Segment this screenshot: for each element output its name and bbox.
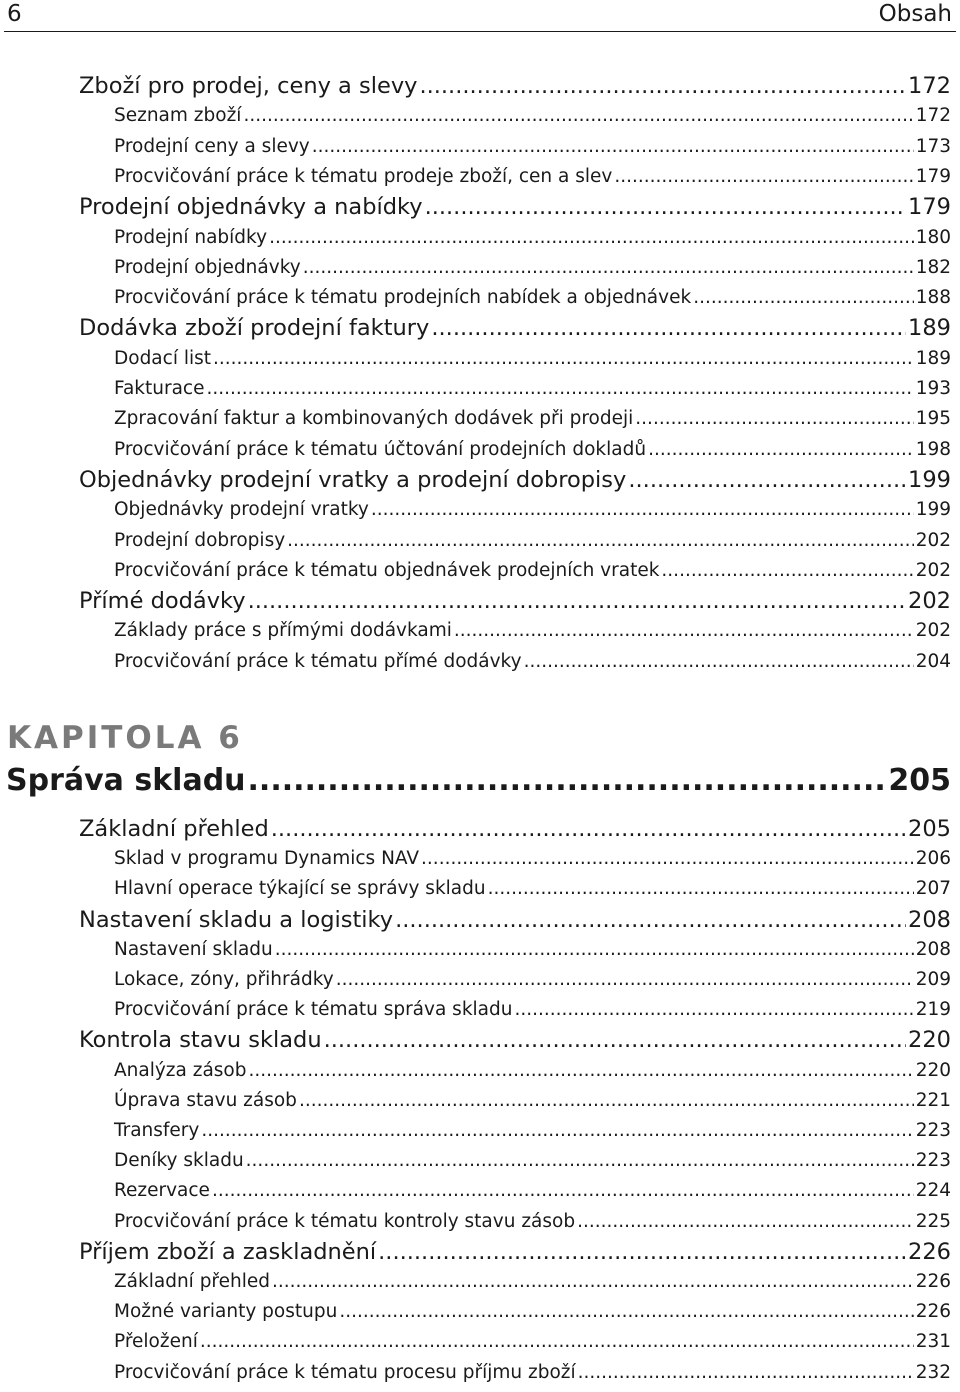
toc-entry-page: 179: [915, 165, 951, 187]
header-title: Obsah: [878, 1, 952, 27]
toc-subsection-entry[interactable]: [114, 1056, 951, 1086]
toc-subsection-entry[interactable]: [114, 1297, 951, 1327]
toc-entry-label: Objednávky prodejní vratky a prodejní dobropisy: [79, 466, 627, 493]
toc-section-entry[interactable]: [79, 586, 951, 616]
chapter-title-entry[interactable]: [6, 761, 951, 801]
toc-entry-page: 226: [915, 1301, 951, 1323]
toc-entry-label: Deníky skladu: [114, 1150, 244, 1172]
toc-subsection-entry[interactable]: [114, 616, 951, 646]
page-number: 6: [7, 1, 22, 27]
toc-entry-page: 193: [915, 378, 951, 399]
toc-entry-page: 195: [915, 408, 951, 430]
toc-subsection-entry[interactable]: [114, 495, 951, 525]
toc-entry-page: 182: [915, 256, 951, 278]
toc-section-entry[interactable]: [79, 465, 951, 495]
toc-entry-label: Procvičování práce k tématu účtování prodejních dokladů: [114, 438, 647, 460]
toc-entry-page: 173: [915, 135, 951, 157]
toc-subsection-entry[interactable]: [114, 844, 951, 874]
toc-entry-label: Sklad v programu Dynamics NAV: [114, 848, 420, 870]
toc-section-entry[interactable]: [79, 71, 951, 101]
leader-dots: [661, 556, 913, 586]
leader-dots: [395, 905, 906, 935]
toc-entry-label: Kontrola stavu skladu: [79, 1027, 322, 1054]
toc-entry-label: Prodejní nabídky: [114, 226, 268, 248]
toc-subsection-entry[interactable]: [114, 101, 951, 131]
toc-entry-page: 188: [915, 287, 951, 309]
toc-entry-label: Seznam zboží: [114, 105, 242, 127]
toc-subsection-entry[interactable]: [114, 965, 951, 995]
leader-dots: [419, 71, 906, 101]
leader-dots: [248, 1056, 913, 1086]
toc-entry-label: Přímé dodávky: [79, 588, 246, 615]
leader-dots: [324, 1025, 906, 1055]
leader-dots: [248, 586, 906, 616]
toc-entry-label: Nastavení skladu a logistiky: [79, 906, 394, 933]
leader-dots: [269, 223, 914, 253]
toc-entry-page: 224: [915, 1180, 951, 1202]
toc-entry-page: 202: [908, 588, 951, 615]
leader-dots: [524, 647, 914, 677]
toc-entry-page: 208: [908, 906, 951, 933]
toc-entry-page: 199: [908, 466, 951, 493]
toc-section-entry[interactable]: [79, 192, 951, 222]
toc-subsection-entry[interactable]: [114, 1176, 951, 1206]
leader-dots: [454, 616, 914, 646]
toc-entry-label: Základy práce s přímými dodávkami: [114, 620, 452, 642]
toc-entry-page: 202: [915, 620, 951, 642]
toc-entry-label: Rezervace: [114, 1180, 210, 1202]
leader-dots: [303, 253, 914, 283]
toc-entry-page: 204: [915, 650, 951, 672]
toc-entry-page: 202: [915, 559, 951, 581]
toc-section-entry[interactable]: [79, 1237, 951, 1267]
toc-entry-page: 205: [908, 816, 951, 842]
toc-subsection-entry[interactable]: [114, 1327, 951, 1357]
toc-entry-label: Základní přehled: [79, 816, 269, 842]
leader-dots: [339, 1297, 913, 1327]
toc-entry-label: Úprava stavu zásob: [114, 1089, 297, 1111]
leader-dots: [488, 874, 914, 904]
toc-subsection-entry[interactable]: [114, 162, 951, 192]
leader-dots: [200, 1327, 914, 1357]
toc-subsection-entry[interactable]: [114, 995, 951, 1025]
toc-entry-page: 199: [915, 499, 951, 521]
leader-dots: [312, 132, 914, 162]
toc-entry-page: 180: [915, 226, 951, 248]
toc-entry-label: Přeložení: [114, 1331, 198, 1353]
toc-subsection-entry[interactable]: [114, 526, 951, 556]
leader-dots: [336, 965, 914, 995]
toc-entry-label: Transfery: [114, 1120, 200, 1141]
leader-dots: [371, 495, 914, 525]
toc-entry-page: 220: [908, 1027, 951, 1054]
leader-dots: [201, 1116, 913, 1146]
toc-entry-page: 231: [915, 1331, 951, 1353]
toc-entry-label: Procvičování práce k tématu přímé dodávky: [114, 650, 522, 672]
toc-entry-page: 232: [915, 1361, 951, 1383]
toc-entry-label: Lokace, zóny, přihrádky: [114, 969, 334, 990]
leader-dots: [287, 526, 914, 556]
chapter-label: KAPITOLA 6: [7, 720, 243, 756]
toc-entry-label: Objednávky prodejní vratky: [114, 499, 369, 521]
leader-dots: [514, 995, 913, 1025]
toc-entry-label: Prodejní objednávky a nabídky: [79, 194, 423, 221]
toc-section-entry[interactable]: [79, 1025, 951, 1055]
toc-entry-label: Dodací list: [114, 347, 212, 369]
toc-entry-label: Zboží pro prodej, ceny a slevy: [79, 73, 418, 99]
leader-dots: [275, 935, 914, 965]
leader-dots: [635, 404, 913, 434]
page-header: [0, 0, 960, 34]
toc-entry-page: 223: [915, 1120, 951, 1141]
toc-subsection-entry[interactable]: [114, 935, 951, 965]
toc-subsection-entry[interactable]: [114, 374, 951, 404]
toc-entry-label: Procvičování práce k tématu prodeje zboží, cen a slev: [114, 165, 613, 187]
toc-section-entry[interactable]: [79, 313, 951, 343]
leader-dots: [271, 814, 906, 844]
leader-dots: [425, 192, 906, 222]
toc-entry-label: Analýza zásob: [114, 1059, 247, 1081]
toc-entry-label: Možné varianty postupu: [114, 1301, 338, 1323]
leader-dots: [614, 162, 913, 192]
toc-subsection-entry[interactable]: [114, 1086, 951, 1116]
toc-subsection-entry[interactable]: [114, 647, 951, 677]
toc-entry-label: Prodejní objednávky: [114, 256, 301, 278]
toc-entry-page: 179: [908, 194, 951, 221]
toc-subsection-entry[interactable]: [114, 253, 951, 283]
toc-subsection-entry[interactable]: [114, 1207, 951, 1237]
toc-subsection-entry[interactable]: [114, 1116, 951, 1146]
leader-dots: [243, 101, 913, 131]
toc-subsection-entry[interactable]: [114, 223, 951, 253]
toc-entry-label: Zpracování faktur a kombinovaných dodávek při prodeji: [114, 408, 634, 430]
toc-entry-page: 172: [915, 105, 951, 127]
toc-subsection-entry[interactable]: [114, 435, 951, 465]
toc-entry-page: 189: [908, 315, 951, 342]
toc-entry-label: Procvičování práce k tématu prodejních nabídek a objednávek: [114, 287, 692, 309]
toc-subsection-entry[interactable]: [114, 344, 951, 374]
toc-entry-page: 220: [915, 1059, 951, 1081]
toc-subsection-entry[interactable]: [114, 874, 951, 904]
toc-section-entry[interactable]: [79, 814, 951, 844]
leader-dots: [431, 313, 906, 343]
toc-section-entry[interactable]: [79, 905, 951, 935]
toc-entry-label: Prodejní dobropisy: [114, 529, 286, 551]
leader-dots: [272, 1267, 914, 1297]
toc-entry-label: Prodejní ceny a slevy: [114, 135, 310, 157]
toc-subsection-entry[interactable]: [114, 404, 951, 434]
leader-dots: [248, 761, 887, 801]
leader-dots: [578, 1358, 914, 1388]
leader-dots: [299, 1086, 914, 1116]
toc-subsection-entry[interactable]: [114, 1358, 951, 1388]
leader-dots: [628, 465, 906, 495]
toc-entry-page: 189: [915, 347, 951, 369]
leader-dots: [378, 1237, 906, 1267]
leader-dots: [648, 435, 914, 465]
toc-entry-page: 221: [915, 1089, 951, 1111]
toc-entry-page: 198: [915, 438, 951, 460]
toc-entry-label: Hlavní operace týkající se správy skladu: [114, 878, 486, 900]
chapter-title: Správa skladu: [6, 763, 246, 798]
toc-entry-page: 223: [915, 1150, 951, 1172]
toc-entry-page: 209: [915, 969, 951, 990]
toc-entry-label: Dodávka zboží prodejní faktury: [79, 315, 430, 342]
toc-entry-label: Fakturace: [114, 378, 205, 399]
toc-entry-label: Příjem zboží a zaskladnění: [79, 1238, 377, 1265]
leader-dots: [246, 1146, 914, 1176]
toc-entry-label: Procvičování práce k tématu procesu příjmu zboží: [114, 1361, 576, 1383]
leader-dots: [206, 374, 913, 404]
toc-entry-label: Procvičování práce k tématu objednávek prodejních vratek: [114, 559, 660, 581]
toc-entry-label: Procvičování práce k tématu správa skladu: [114, 999, 513, 1021]
toc-entry-page: 226: [908, 1238, 951, 1265]
toc-entry-label: Základní přehled: [114, 1271, 271, 1292]
chapter-page: 205: [888, 763, 951, 798]
toc-entry-page: 226: [915, 1271, 951, 1292]
leader-dots: [577, 1207, 914, 1237]
toc-entry-page: 208: [915, 938, 951, 960]
toc-subsection-entry[interactable]: [114, 1267, 951, 1297]
leader-dots: [421, 844, 914, 874]
toc-entry-label: Procvičování práce k tématu kontroly stavu zásob: [114, 1210, 576, 1232]
toc-subsection-entry[interactable]: [114, 132, 951, 162]
toc-entry-page: 202: [915, 529, 951, 551]
toc-entry-page: 172: [908, 73, 951, 99]
toc-subsection-entry[interactable]: [114, 1146, 951, 1176]
toc-subsection-entry[interactable]: [114, 283, 951, 313]
toc-entry-page: 225: [915, 1210, 951, 1232]
toc-entry-page: 207: [915, 878, 951, 900]
toc-entry-page: 219: [915, 999, 951, 1021]
leader-dots: [693, 283, 914, 313]
toc-entry-page: 206: [915, 848, 951, 870]
toc-entry-label: Nastavení skladu: [114, 938, 273, 960]
leader-dots: [212, 1176, 914, 1206]
leader-dots: [213, 344, 914, 374]
header-rule: [4, 31, 956, 32]
toc-subsection-entry[interactable]: [114, 556, 951, 586]
